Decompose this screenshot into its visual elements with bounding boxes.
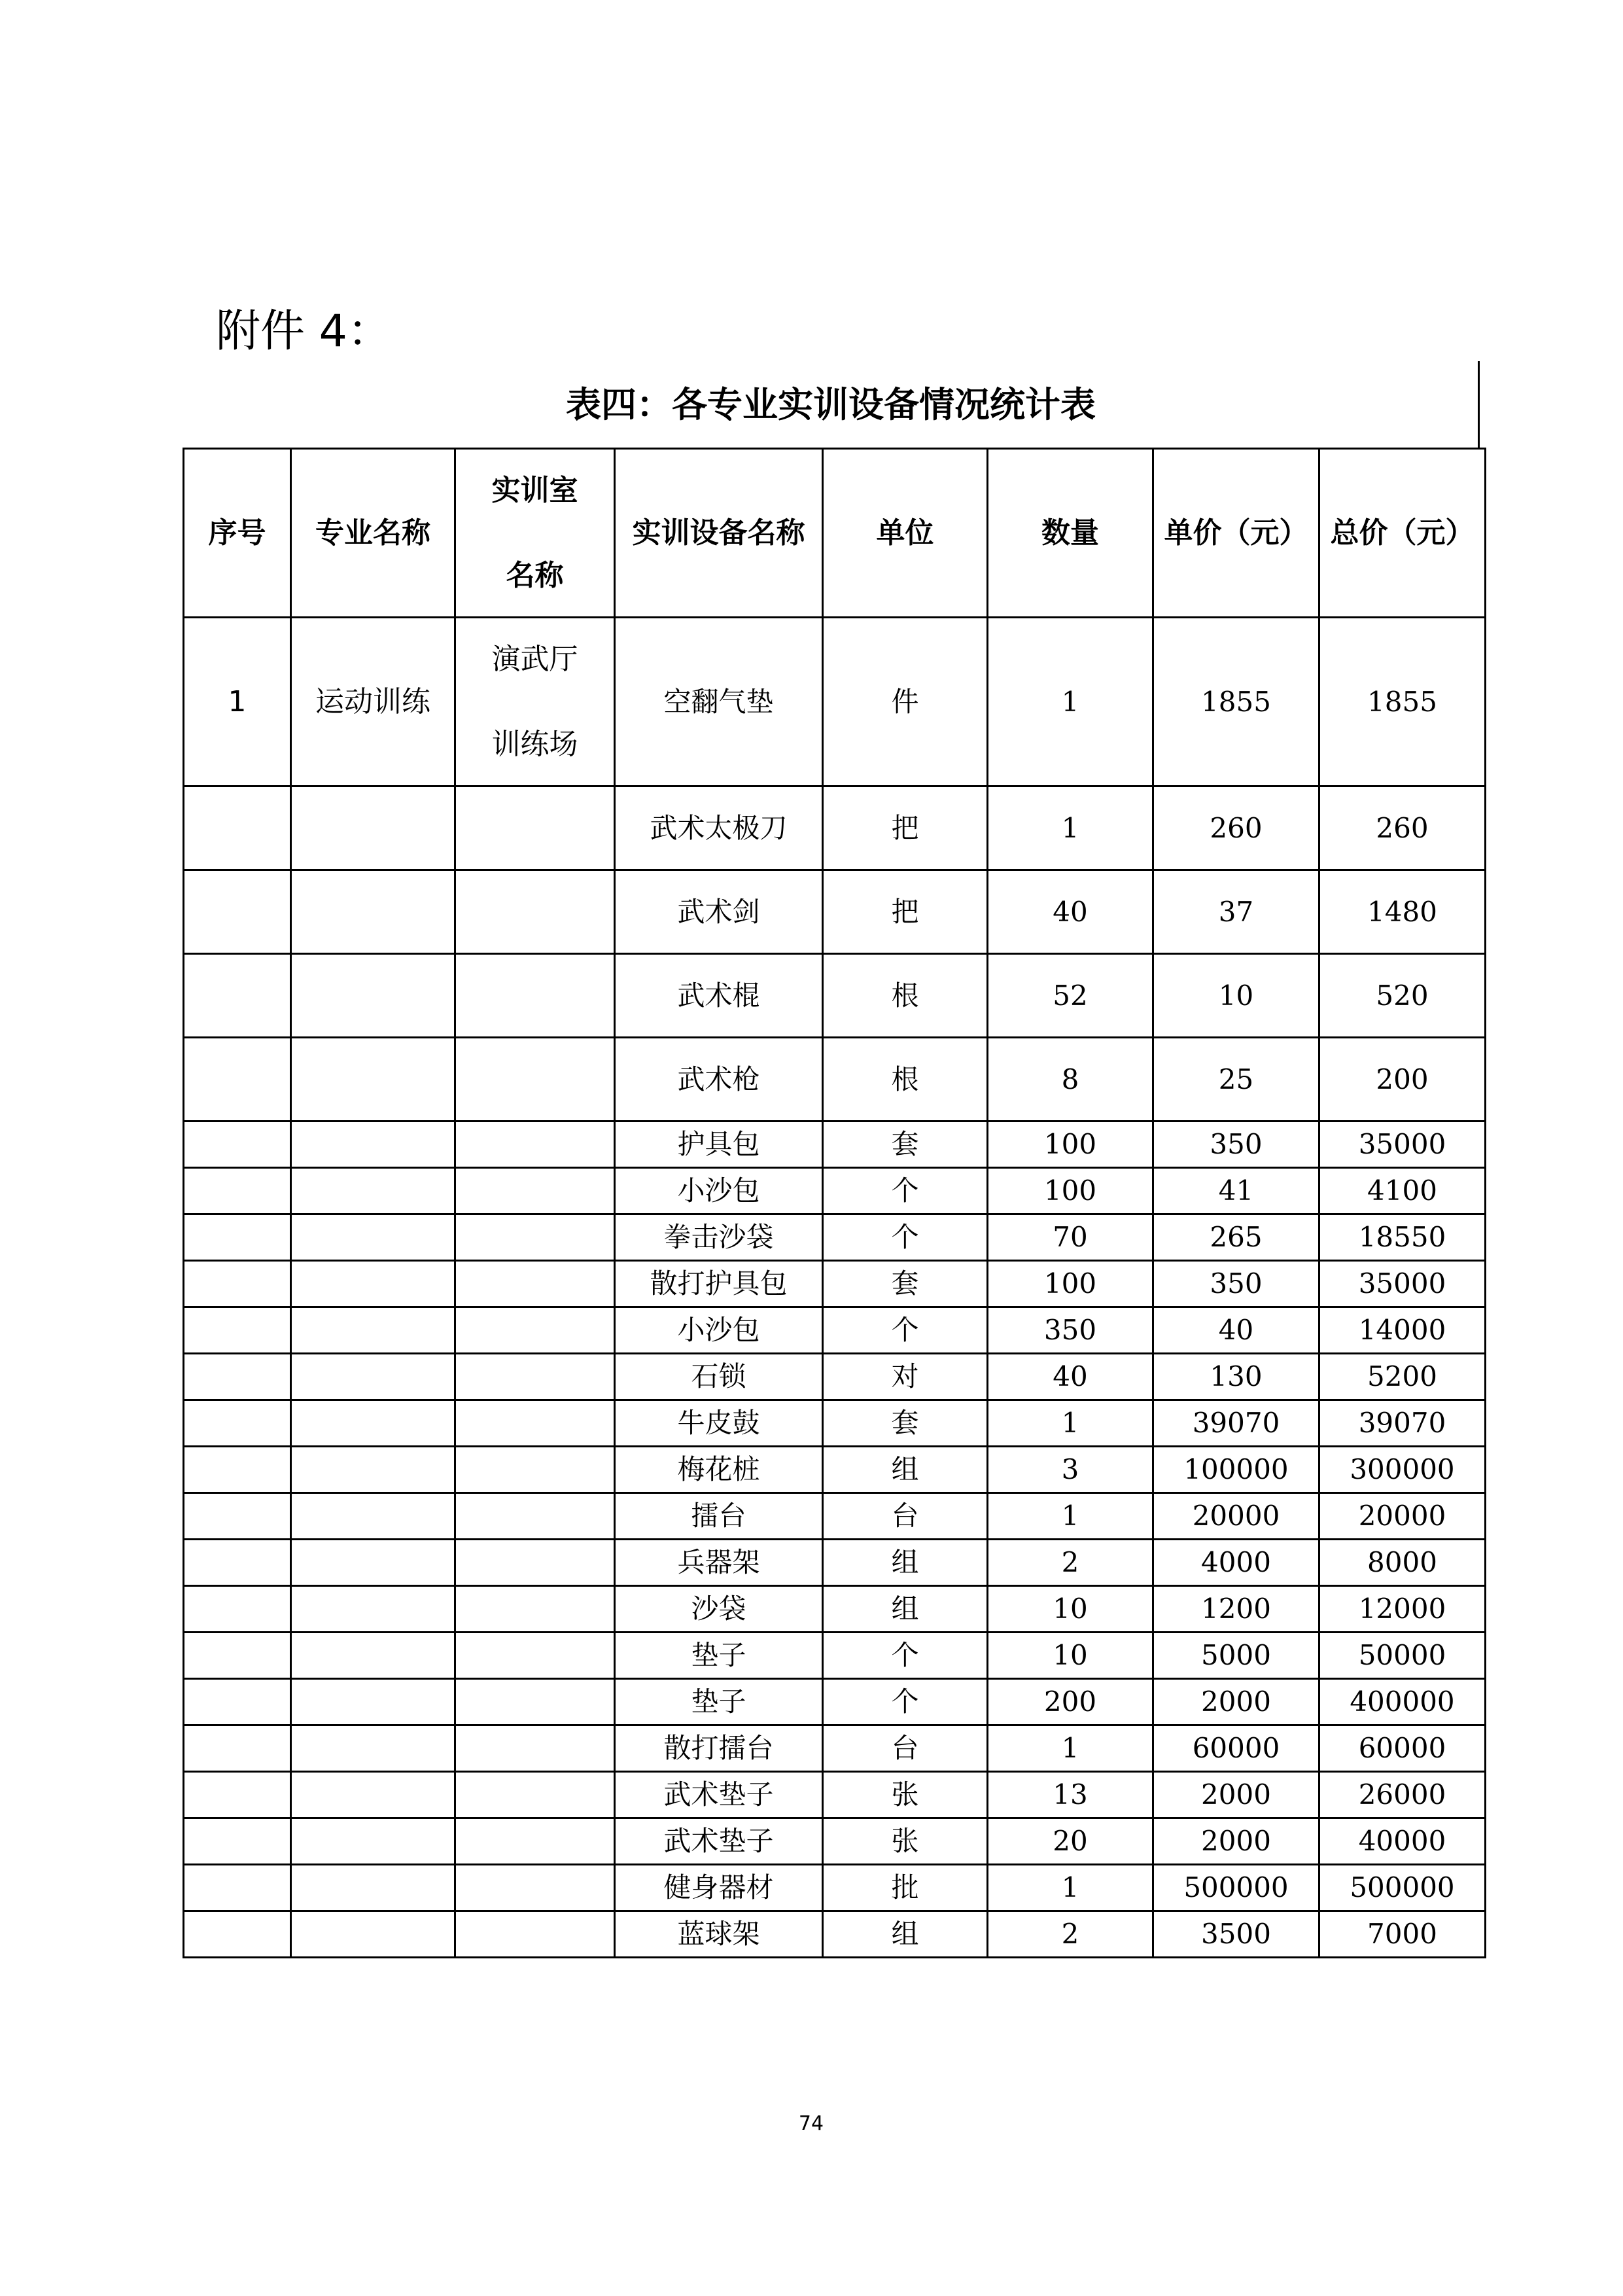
empty-cell (455, 1038, 615, 1122)
empty-cell (291, 1168, 455, 1214)
cell-equipment: 武术枪 (615, 1038, 823, 1122)
header-room-line2: 名称 (506, 558, 564, 592)
header-unit-price: 单价（元） (1153, 449, 1319, 618)
cell-quantity: 52 (988, 954, 1153, 1038)
header-row (184, 449, 1486, 618)
cell-total-price: 60000 (1319, 1725, 1486, 1772)
cell-room-line2: 训练场 (491, 727, 578, 761)
cell-unit: 根 (823, 1038, 988, 1122)
cell-total-price: 7000 (1319, 1911, 1486, 1958)
table-row (184, 1261, 1486, 1307)
empty-cell (455, 1122, 615, 1168)
empty-cell (455, 1261, 615, 1307)
empty-cell (184, 1633, 291, 1679)
cell-unit-price: 25 (1153, 1038, 1319, 1122)
empty-cell (455, 1168, 615, 1214)
cell-equipment: 垫子 (615, 1633, 823, 1679)
cell-unit-price: 1200 (1153, 1586, 1319, 1633)
cell-unit-price: 100000 (1153, 1447, 1319, 1493)
table-row (184, 1493, 1486, 1540)
cell-unit-price: 41 (1153, 1168, 1319, 1214)
cell-unit: 根 (823, 954, 988, 1038)
cell-room-line1: 演武厅 (491, 642, 578, 676)
table-row (184, 1122, 1486, 1168)
cell-unit-price: 60000 (1153, 1725, 1319, 1772)
table-row (184, 1354, 1486, 1400)
cell-unit: 组 (823, 1911, 988, 1958)
empty-cell (455, 870, 615, 954)
empty-cell (184, 1865, 291, 1911)
cell-unit-price: 4000 (1153, 1540, 1319, 1586)
table-row (184, 1586, 1486, 1633)
empty-cell (455, 1540, 615, 1586)
table-row (184, 1447, 1486, 1493)
cell-quantity: 1 (988, 618, 1153, 786)
empty-cell (291, 1818, 455, 1865)
cell-quantity: 1 (988, 1725, 1153, 1772)
header-seq: 序号 (184, 449, 291, 618)
empty-cell (184, 1354, 291, 1400)
empty-cell (291, 1122, 455, 1168)
cell-equipment: 蓝球架 (615, 1911, 823, 1958)
cell-unit-price: 260 (1153, 786, 1319, 870)
empty-cell (184, 870, 291, 954)
cell-total-price: 39070 (1319, 1400, 1486, 1447)
cell-unit-price: 1855 (1153, 618, 1319, 786)
table-row (184, 1818, 1486, 1865)
cell-equipment: 武术棍 (615, 954, 823, 1038)
cell-quantity: 2 (988, 1540, 1153, 1586)
empty-cell (291, 1725, 455, 1772)
header-major: 专业名称 (291, 449, 455, 618)
cell-equipment: 擂台 (615, 1493, 823, 1540)
cell-total-price: 50000 (1319, 1633, 1486, 1679)
table-row (184, 1038, 1486, 1122)
empty-cell (184, 1493, 291, 1540)
table-row (184, 1400, 1486, 1447)
cell-total-price: 5200 (1319, 1354, 1486, 1400)
cell-equipment: 石锁 (615, 1354, 823, 1400)
table-title: 表四：各专业实训设备情况统计表 (566, 384, 1096, 425)
cell-quantity: 13 (988, 1772, 1153, 1818)
empty-cell (184, 1168, 291, 1214)
cell-total-price: 1855 (1319, 618, 1486, 786)
cell-unit-price: 39070 (1153, 1400, 1319, 1447)
cell-quantity: 1 (988, 1493, 1153, 1540)
empty-cell (455, 1493, 615, 1540)
empty-cell (291, 1633, 455, 1679)
header-unit: 单位 (823, 449, 988, 618)
cell-total-price: 35000 (1319, 1261, 1486, 1307)
cell-unit-price: 130 (1153, 1354, 1319, 1400)
cell-equipment: 武术太极刀 (615, 786, 823, 870)
empty-cell (291, 1586, 455, 1633)
cell-quantity: 40 (988, 1354, 1153, 1400)
cell-quantity: 40 (988, 870, 1153, 954)
empty-cell (184, 1400, 291, 1447)
cell-unit: 个 (823, 1633, 988, 1679)
cell-equipment: 健身器材 (615, 1865, 823, 1911)
empty-cell (291, 870, 455, 954)
cell-unit-price: 10 (1153, 954, 1319, 1038)
cell-total-price: 300000 (1319, 1447, 1486, 1493)
cell-total-price: 520 (1319, 954, 1486, 1038)
cell-unit: 张 (823, 1772, 988, 1818)
cell-total-price: 26000 (1319, 1772, 1486, 1818)
cell-equipment: 武术垫子 (615, 1818, 823, 1865)
empty-cell (455, 786, 615, 870)
cell-quantity: 100 (988, 1261, 1153, 1307)
empty-cell (291, 1354, 455, 1400)
cell-unit: 把 (823, 786, 988, 870)
cell-unit: 套 (823, 1400, 988, 1447)
cell-unit: 件 (823, 618, 988, 786)
empty-cell (455, 1307, 615, 1354)
empty-cell (184, 1214, 291, 1261)
cell-equipment: 拳击沙袋 (615, 1214, 823, 1261)
empty-cell (291, 954, 455, 1038)
header-room-line1: 实训室 (491, 473, 578, 507)
empty-cell (291, 1038, 455, 1122)
empty-cell (291, 1540, 455, 1586)
attachment-label: 附件 4： (216, 306, 392, 357)
cell-unit-price: 5000 (1153, 1633, 1319, 1679)
cell-unit: 个 (823, 1168, 988, 1214)
cell-unit: 台 (823, 1493, 988, 1540)
empty-cell (455, 1633, 615, 1679)
empty-cell (455, 1214, 615, 1261)
cell-equipment: 兵器架 (615, 1540, 823, 1586)
empty-cell (455, 1447, 615, 1493)
cell-quantity: 10 (988, 1586, 1153, 1633)
empty-cell (184, 1038, 291, 1122)
cell-unit-price: 3500 (1153, 1911, 1319, 1958)
cell-unit: 个 (823, 1307, 988, 1354)
cell-quantity: 20 (988, 1818, 1153, 1865)
cell-quantity: 70 (988, 1214, 1153, 1261)
cell-unit: 套 (823, 1261, 988, 1307)
empty-cell (184, 1911, 291, 1958)
page-number: 74 (798, 2112, 824, 2135)
empty-cell (184, 954, 291, 1038)
cell-quantity: 350 (988, 1307, 1153, 1354)
empty-cell (184, 1307, 291, 1354)
empty-cell (455, 1679, 615, 1725)
table-row (184, 870, 1486, 954)
cell-unit-price: 265 (1153, 1214, 1319, 1261)
empty-cell (184, 1540, 291, 1586)
cell-total-price: 40000 (1319, 1818, 1486, 1865)
table-row (184, 1307, 1486, 1354)
empty-cell (184, 1586, 291, 1633)
empty-cell (184, 1122, 291, 1168)
empty-cell (184, 1818, 291, 1865)
table-row (184, 1911, 1486, 1958)
cell-total-price: 12000 (1319, 1586, 1486, 1633)
equipment-table (183, 448, 1486, 1958)
cell-major: 运动训练 (291, 618, 455, 786)
cell-total-price: 14000 (1319, 1307, 1486, 1354)
cell-equipment: 护具包 (615, 1122, 823, 1168)
empty-cell (291, 1261, 455, 1307)
empty-cell (291, 1679, 455, 1725)
empty-cell (455, 1400, 615, 1447)
table-row (184, 1168, 1486, 1214)
empty-cell (184, 786, 291, 870)
empty-cell (291, 1447, 455, 1493)
table-row (184, 1633, 1486, 1679)
cell-total-price: 500000 (1319, 1865, 1486, 1911)
empty-cell (455, 954, 615, 1038)
cell-unit-price: 350 (1153, 1122, 1319, 1168)
cell-unit-price: 350 (1153, 1261, 1319, 1307)
cell-unit-price: 20000 (1153, 1493, 1319, 1540)
empty-cell (455, 1818, 615, 1865)
cell-quantity: 2 (988, 1911, 1153, 1958)
cell-equipment: 武术剑 (615, 870, 823, 954)
empty-cell (291, 1400, 455, 1447)
cell-total-price: 8000 (1319, 1540, 1486, 1586)
cell-equipment: 小沙包 (615, 1307, 823, 1354)
cell-total-price: 20000 (1319, 1493, 1486, 1540)
cell-total-price: 400000 (1319, 1679, 1486, 1725)
table-row (184, 1540, 1486, 1586)
cell-unit-price: 2000 (1153, 1772, 1319, 1818)
cell-unit: 组 (823, 1540, 988, 1586)
empty-cell (184, 1261, 291, 1307)
cell-total-price: 1480 (1319, 870, 1486, 954)
cell-equipment: 牛皮鼓 (615, 1400, 823, 1447)
cell-quantity: 1 (988, 786, 1153, 870)
empty-cell (184, 1679, 291, 1725)
cell-quantity: 1 (988, 1400, 1153, 1447)
cell-equipment: 沙袋 (615, 1586, 823, 1633)
table-row (184, 1725, 1486, 1772)
cell-unit: 套 (823, 1122, 988, 1168)
table-row (184, 954, 1486, 1038)
empty-cell (291, 1493, 455, 1540)
cell-quantity: 100 (988, 1122, 1153, 1168)
empty-cell (455, 1725, 615, 1772)
cell-equipment: 梅花桩 (615, 1447, 823, 1493)
cell-unit: 批 (823, 1865, 988, 1911)
cell-total-price: 260 (1319, 786, 1486, 870)
cell-unit: 把 (823, 870, 988, 954)
empty-cell (184, 1725, 291, 1772)
cell-equipment: 武术垫子 (615, 1772, 823, 1818)
header-quantity: 数量 (988, 449, 1153, 618)
cell-unit-price: 2000 (1153, 1679, 1319, 1725)
empty-cell (455, 1354, 615, 1400)
cell-unit-price: 500000 (1153, 1865, 1319, 1911)
empty-cell (291, 1865, 455, 1911)
cell-unit: 个 (823, 1679, 988, 1725)
cell-equipment: 垫子 (615, 1679, 823, 1725)
empty-cell (291, 1307, 455, 1354)
table-row (184, 618, 1486, 786)
cell-quantity: 200 (988, 1679, 1153, 1725)
cell-room (455, 618, 615, 786)
cell-equipment: 小沙包 (615, 1168, 823, 1214)
cell-total-price: 18550 (1319, 1214, 1486, 1261)
empty-cell (455, 1865, 615, 1911)
table-row (184, 1772, 1486, 1818)
cell-equipment: 空翻气垫 (615, 618, 823, 786)
cell-total-price: 200 (1319, 1038, 1486, 1122)
table-row (184, 1679, 1486, 1725)
cell-total-price: 4100 (1319, 1168, 1486, 1214)
cell-quantity: 8 (988, 1038, 1153, 1122)
empty-cell (291, 1772, 455, 1818)
empty-cell (455, 1772, 615, 1818)
cell-unit-price: 37 (1153, 870, 1319, 954)
table-row (184, 786, 1486, 870)
empty-cell (455, 1586, 615, 1633)
cell-unit: 张 (823, 1818, 988, 1865)
empty-cell (291, 1214, 455, 1261)
empty-cell (184, 1772, 291, 1818)
cell-unit: 对 (823, 1354, 988, 1400)
cell-total-price: 35000 (1319, 1122, 1486, 1168)
empty-cell (184, 1447, 291, 1493)
cell-unit: 组 (823, 1447, 988, 1493)
cell-unit-price: 40 (1153, 1307, 1319, 1354)
cell-unit: 台 (823, 1725, 988, 1772)
cell-unit: 组 (823, 1586, 988, 1633)
cell-equipment: 散打擂台 (615, 1725, 823, 1772)
cell-quantity: 1 (988, 1865, 1153, 1911)
empty-cell (455, 1911, 615, 1958)
header-total-price: 总价（元） (1319, 449, 1486, 618)
table-row (184, 1214, 1486, 1261)
cell-seq: 1 (184, 618, 291, 786)
cell-quantity: 100 (988, 1168, 1153, 1214)
cell-quantity: 3 (988, 1447, 1153, 1493)
empty-cell (291, 1911, 455, 1958)
cell-quantity: 10 (988, 1633, 1153, 1679)
header-equipment: 实训设备名称 (615, 449, 823, 618)
header-room (455, 449, 615, 618)
cell-unit: 个 (823, 1214, 988, 1261)
cell-equipment: 散打护具包 (615, 1261, 823, 1307)
cell-unit-price: 2000 (1153, 1818, 1319, 1865)
empty-cell (291, 786, 455, 870)
table-row (184, 1865, 1486, 1911)
